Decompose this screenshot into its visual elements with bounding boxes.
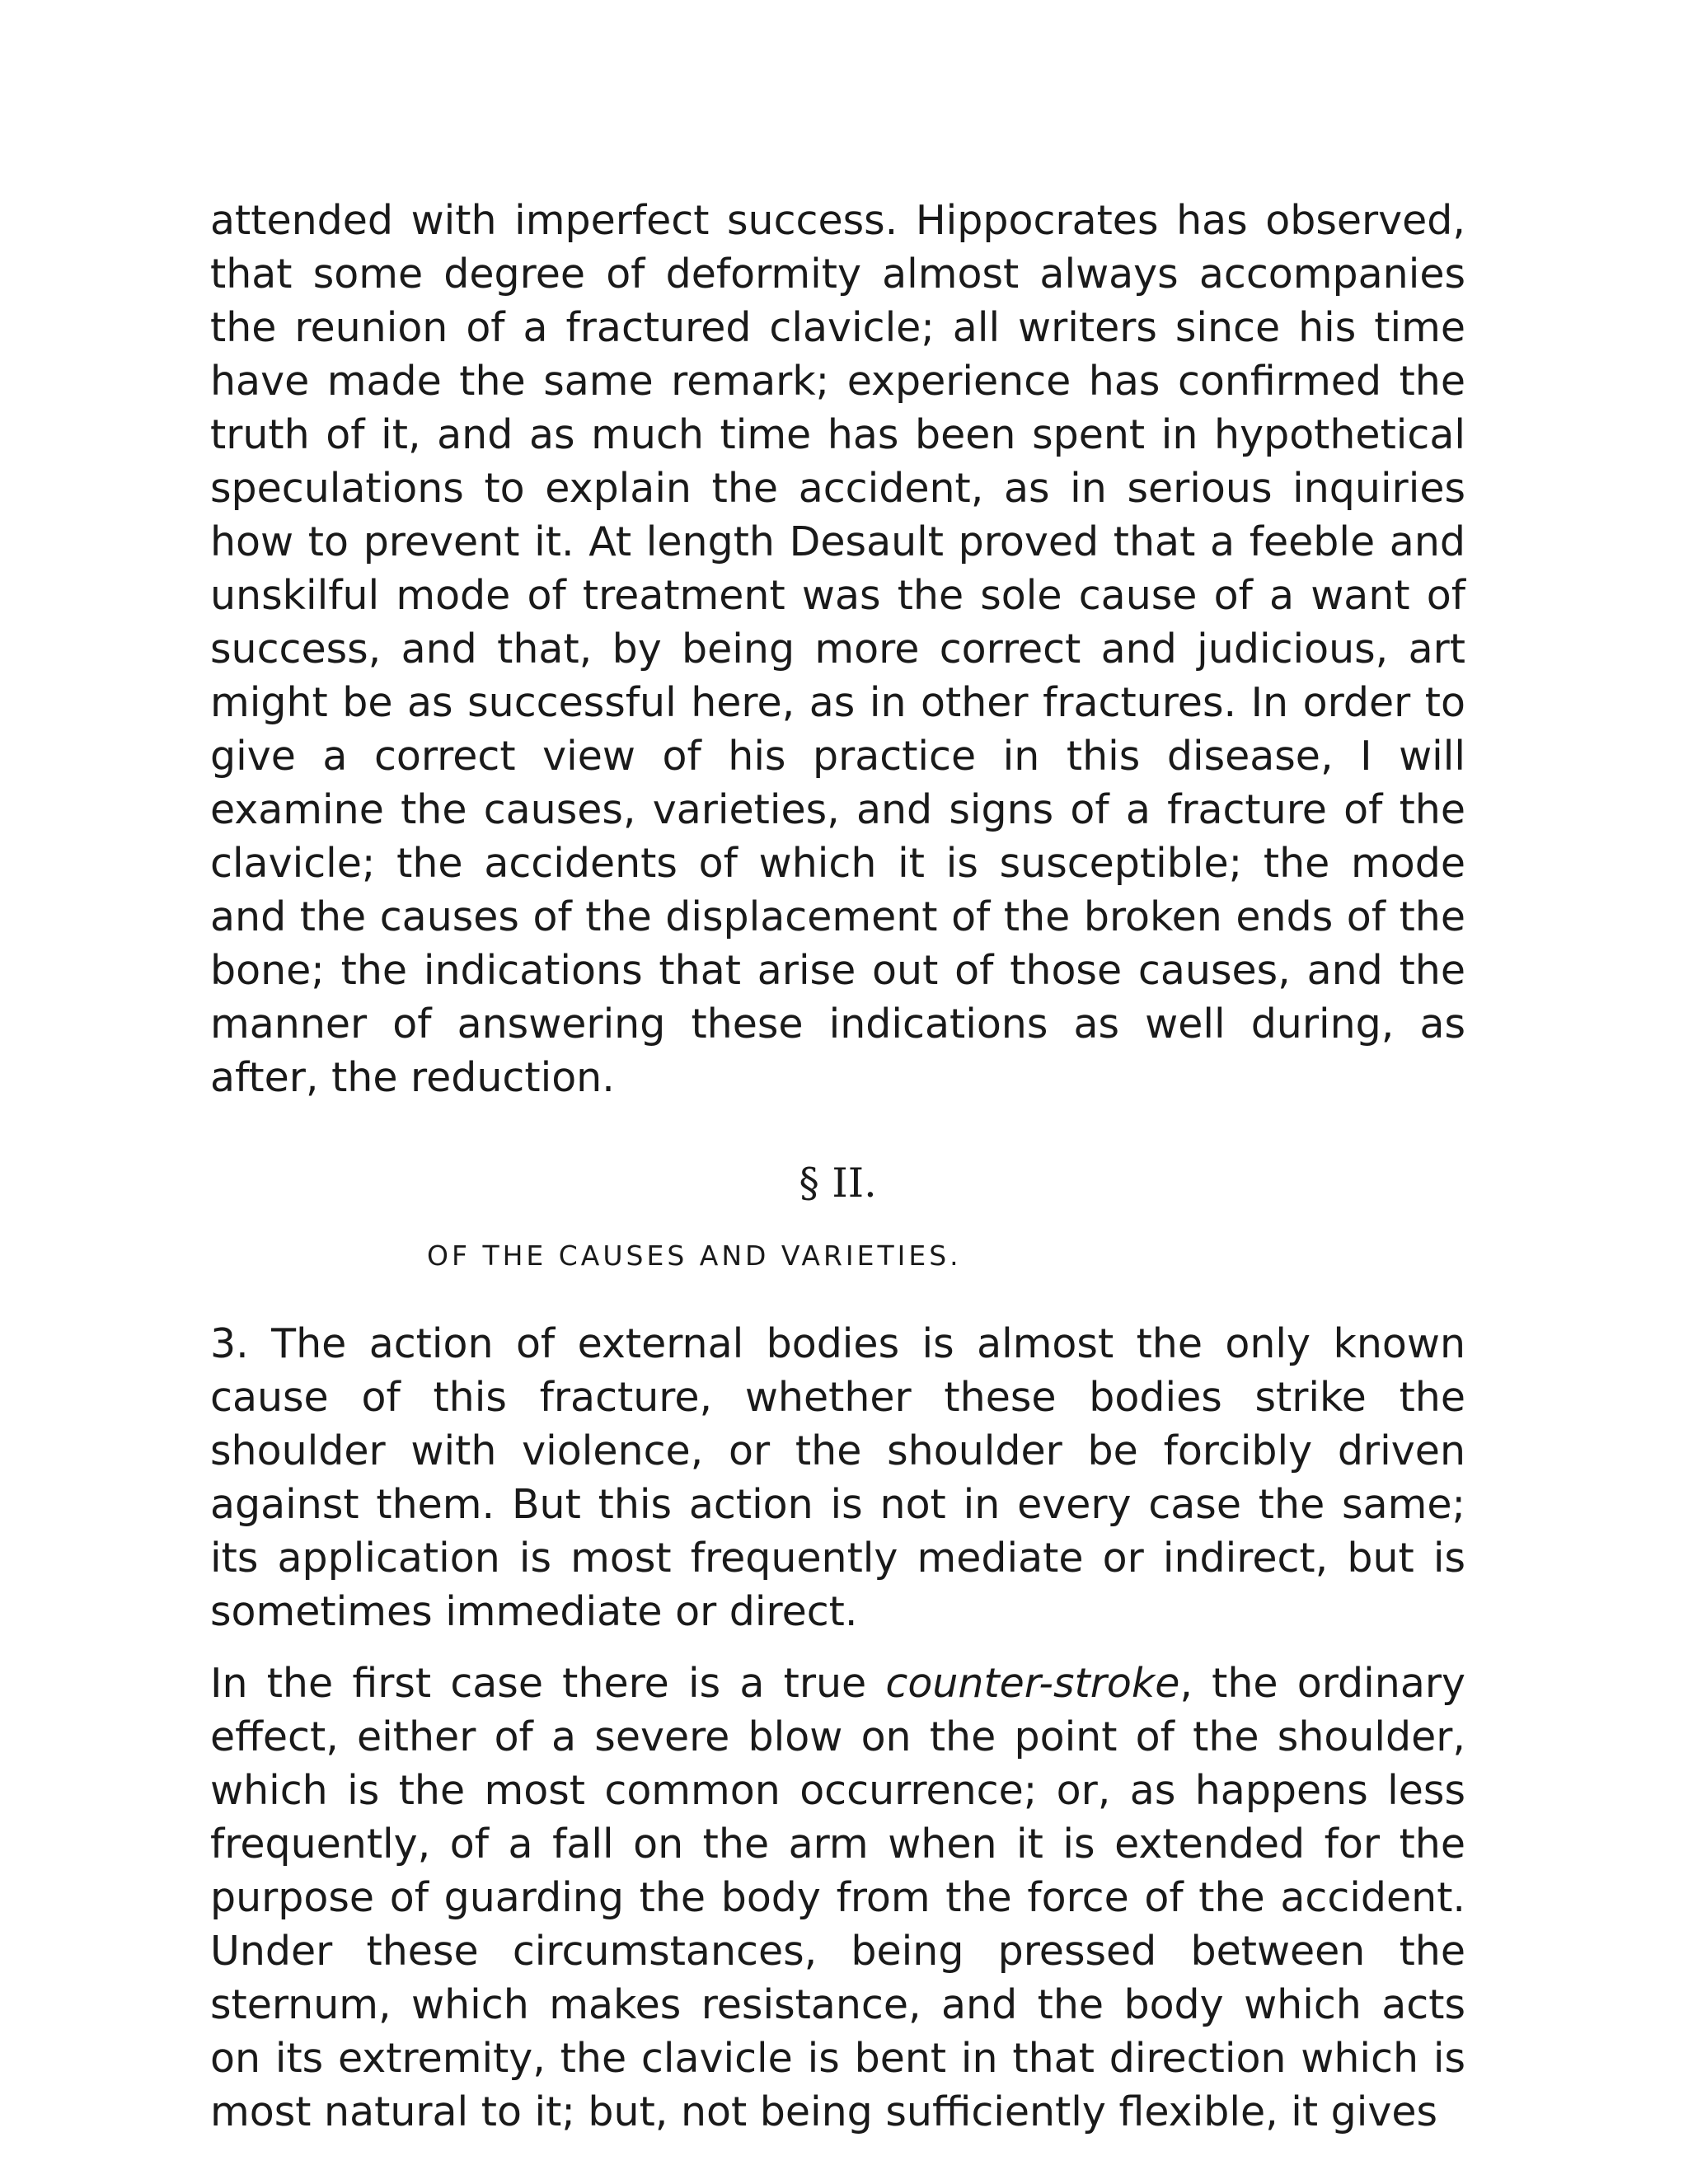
paragraph-continued: attended with imperfect success. Hippocrates has observed, that some degree of deformity almost always accompanies the reunion of a fractured clavicle; all writers since his time have made the same remark; experience has confirmed the truth of it, and as much time has been spent in hypothetical speculations to explain the accident, as in serious inquiries how to prevent it. At length Desault proved that a feeble and unskilful mode of treatment was the sole cause of a want of success, and that, by being more correct and judicious, art might be as successful here, as in other fractures. In order to give a correct view of his practice in this disease, I will examine the causes, varieties, and signs of a fracture of the clavicle; the accidents of which it is susceptible; the mode and the causes of the displacement of the broken ends of the bone; the indications that arise out of those causes, and the manner of answering these indications as well during, as after, the reduction. (210, 197, 1465, 1101)
paragraph-3: 3. The action of external bodies is almost the only known cause of this fracture, whether these bodies strike the shoulder with violence, or the shoulder be forcibly driven against them. But this action is not in every case the same; its application is most frequently mediate or indirect, but is sometimes immediate or direct. (210, 1320, 1465, 1635)
paragraph-4-end: , the ordinary effect, either of a severe blow on the point of the shoulder, which is the most common occurrence; or, as happens less frequently, of a fall on the arm when it is extended for the purpose of guarding the body from the force of the accident. Under these circumstances, being pressed between the sternum, which makes resistance, and the body which acts on its extremity, the clavicle is bent in that direction which is most natural to it; but, not being sufficiently flexible, it gives (210, 1660, 1465, 2135)
paragraph-4-start: In the first case there is a true (210, 1660, 886, 1707)
document-page (210, 194, 1465, 2157)
paragraph-4 (210, 1657, 1465, 2139)
paragraph-4-emphasis: counter-stroke (885, 1660, 1180, 1707)
section-title: OF THE CAUSES AND VARIETIES. (427, 1240, 962, 1272)
section-number: § II. (799, 1160, 877, 1207)
